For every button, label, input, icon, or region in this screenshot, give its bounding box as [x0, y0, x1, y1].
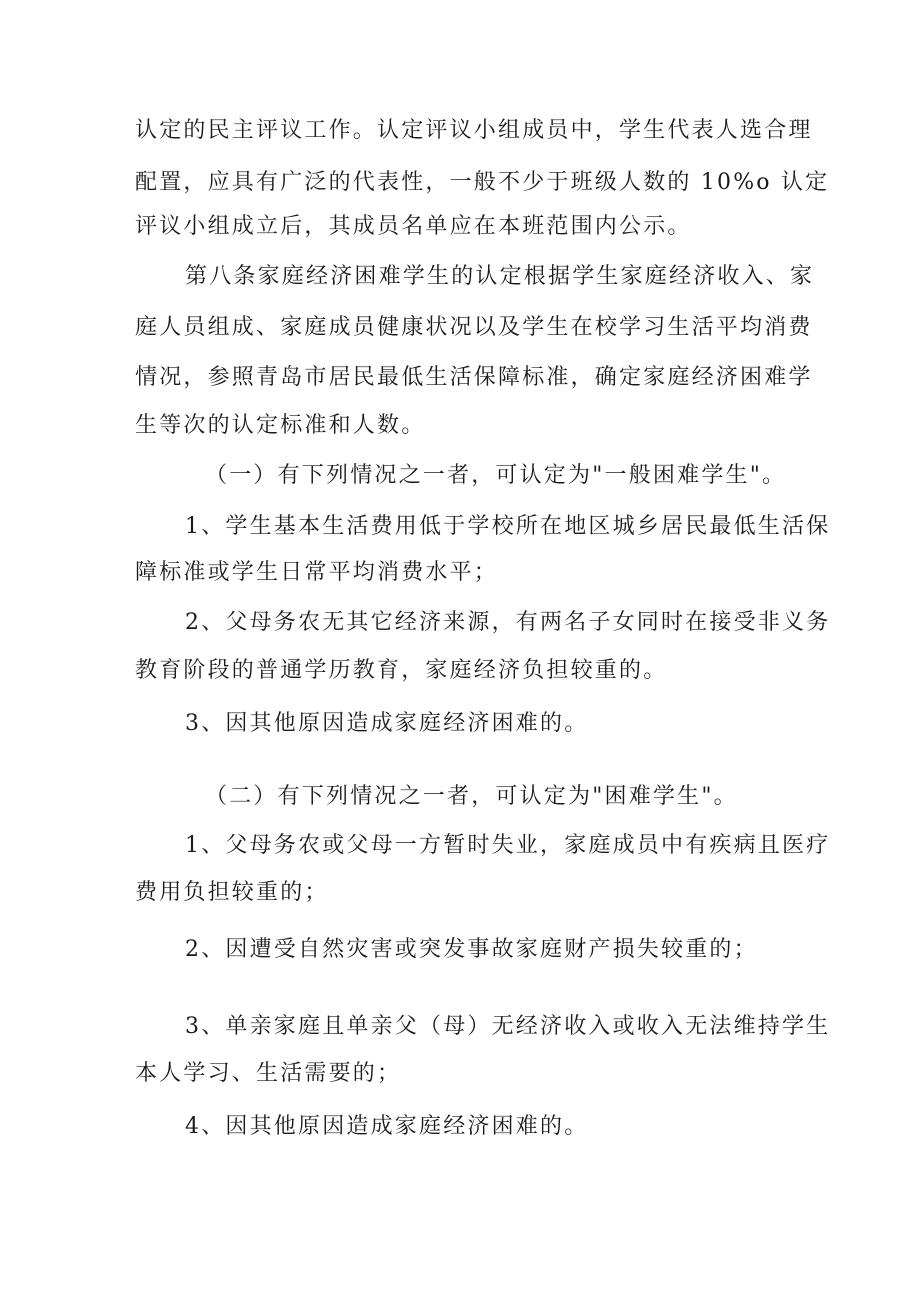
list-item: 3、单亲家庭且单亲父（母）无经济收入或收入无法维持学生 — [185, 1014, 831, 1039]
text-line: 庭人员组成、家庭成员健康状况以及学生在校学习生活平均消费 — [135, 315, 813, 340]
text-line: 情况，参照青岛市居民最低生活保障标准，确定家庭经济困难学 — [135, 365, 813, 390]
text-line: 本人学习、生活需要的； — [135, 1061, 402, 1086]
list-item: 4、因其他原因造成家庭经济困难的。 — [185, 1114, 589, 1139]
section-2-heading: （二）有下列情况之一者，可认定为"困难学生"。 — [205, 784, 738, 809]
list-item: 1、学生基本生活费用低于学校所在地区城乡居民最低生活保 — [185, 514, 831, 539]
text-line: 生等次的认定标准和人数。 — [135, 413, 426, 438]
list-item: 2、父母务农无其它经济来源，有两名子女同时在接受非义务 — [185, 610, 831, 635]
text-line: 教育阶段的普通学历教育，家庭经济负担较重的。 — [135, 658, 668, 683]
list-item: 2、因遭受自然灾害或突发事故家庭财产损失较重的； — [185, 937, 758, 962]
text-line: 认定的民主评议工作。认定评议小组成员中，学生代表人选合理 — [135, 118, 813, 143]
text-line: 配置，应具有广泛的代表性，一般不少于班级人数的 10%o 认定 — [135, 170, 830, 195]
article-8-heading-line: 第八条家庭经济困难学生的认定根据学生家庭经济收入、家 — [185, 264, 815, 289]
section-1-heading: （一）有下列情况之一者，可认定为"一般困难学生"。 — [205, 463, 787, 488]
text-line: 障标准或学生日常平均消费水平； — [135, 560, 499, 585]
list-item: 3、因其他原因造成家庭经济困难的。 — [185, 711, 589, 736]
text-line: 评议小组成立后，其成员名单应在本班范围内公示。 — [135, 214, 692, 239]
list-item: 1、父母务农或父母一方暂时失业，家庭成员中有疾病且医疗 — [185, 833, 831, 858]
text-line: 费用负担较重的； — [135, 880, 329, 905]
